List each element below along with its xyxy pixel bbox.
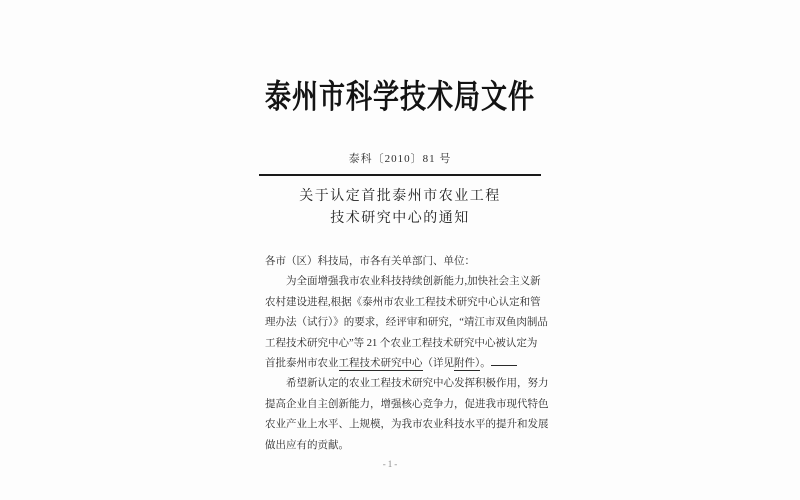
body-line: 提高企业自主创新能力，增强核心竞争力，促进我市现代特色 — [265, 398, 549, 410]
body-line: 希望新认定的农业工程技术研究中心发挥积极作用，努力 — [286, 378, 549, 390]
attachment-text-end: 。 — [480, 358, 491, 370]
underline-annotation: 工程技术研究中心 — [338, 358, 423, 370]
body-line: 做出应有的贡献。 — [265, 439, 349, 451]
attachment-text-pre: 首批泰州市农业 — [265, 358, 339, 370]
body-line: 农业产业上水平、上规模，为我市农业科技水平的提升和发展 — [265, 419, 549, 431]
body-line: 为全面增强我市农业科技持续创新能力,加快社会主义新 — [286, 276, 541, 288]
body-line-attachment — [265, 354, 535, 374]
trailing-underline — [491, 355, 517, 366]
masthead-title: 泰州市科学技术局文件 — [264, 78, 535, 115]
subject-title-line2: 技术研究中心的通知 — [330, 211, 470, 226]
document-number: 泰科〔2010〕81 号 — [348, 153, 452, 165]
body-line: 工程技术研究中心”等 21 个农业工程技术研究中心被认定为 — [265, 337, 538, 349]
salutation-line: 各市（区）科技局，市各有关单部门、单位： — [265, 256, 475, 267]
body-line: 农村建设进程,根据《泰州市农业工程技术研究中心认定和管 — [265, 296, 541, 308]
attachment-text-mid: （详见 — [422, 358, 454, 370]
subject-title-line1: 关于认定首批泰州市农业工程 — [299, 189, 501, 204]
subject-title — [228, 186, 572, 230]
body-line: 理办法（试行）》的要求，经评审和研究，“靖江市双鱼肉制品 — [265, 317, 548, 329]
official-document — [228, 76, 572, 456]
underline-annotation: 附件） — [454, 358, 481, 370]
page-number: -1- — [382, 459, 400, 469]
header-rule — [259, 174, 541, 176]
document-body — [265, 252, 549, 456]
